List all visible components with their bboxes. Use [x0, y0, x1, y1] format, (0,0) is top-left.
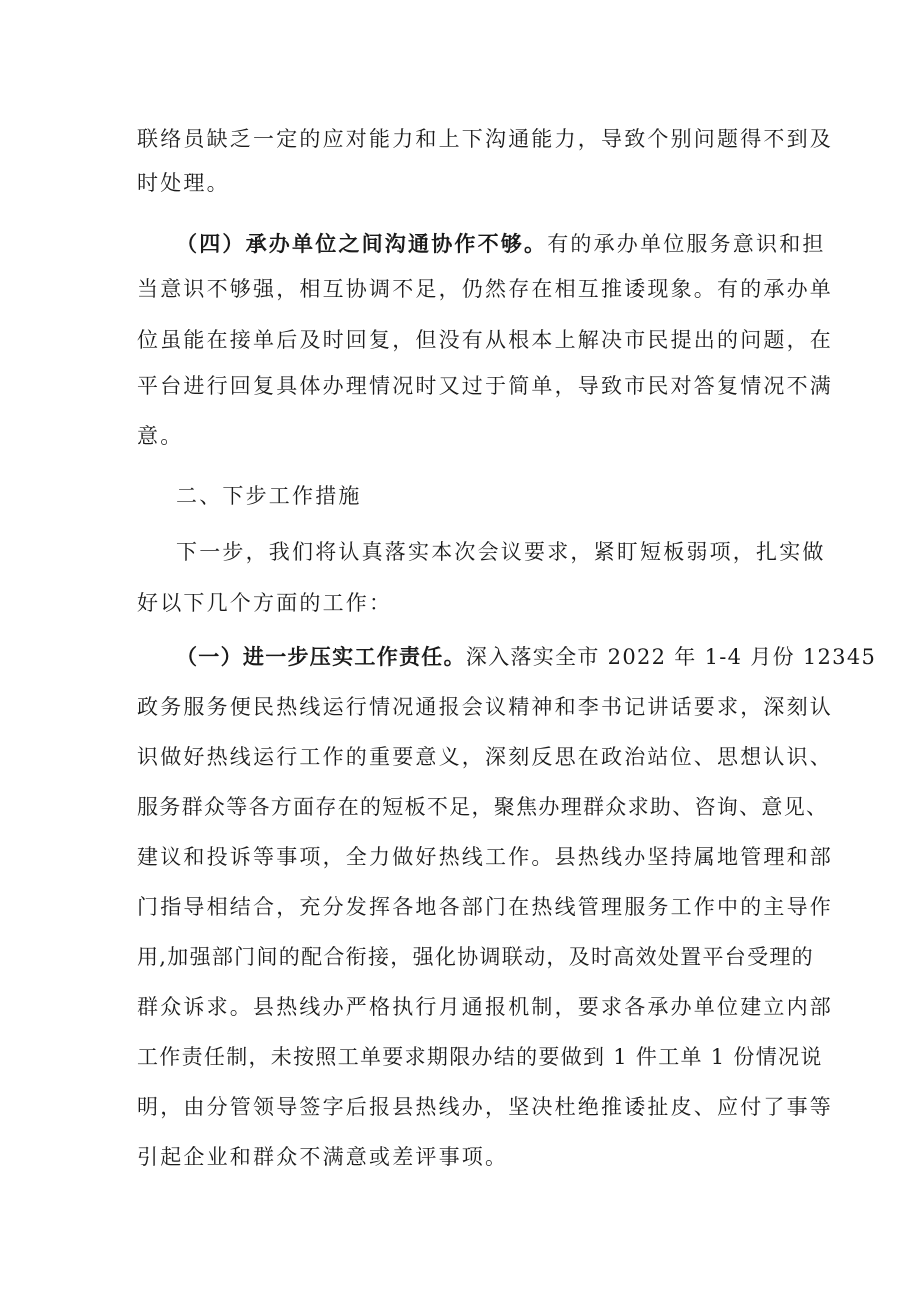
section-title: 二、下步工作措施 [176, 484, 362, 508]
paragraph-first-line [176, 642, 876, 672]
paragraph-text: 深入落实全市 2022 年 1-4 月份 12345 [465, 645, 877, 669]
paragraph-line: 工作责任制，未按照工单要求期限办结的要做到 1 件工单 1 份情况说 [137, 1045, 823, 1069]
paragraph-first-line [176, 229, 826, 259]
subsection-heading: （四）承办单位之间沟通协作不够。 [176, 231, 548, 256]
paragraph-line: 当意识不够强，相互协调不足，仍然存在相互推诿现象。有的承办单 [137, 277, 833, 301]
paragraph-text: 有的承办单位服务意识和担 [547, 232, 826, 256]
paragraph-line: 用,加强部门间的配合衔接，强化协调联动，及时高效处置平台受理的 [137, 945, 814, 969]
paragraph-line: 引起企业和群众不满意或差评事项。 [137, 1145, 509, 1169]
paragraph-line: 联络员缺乏一定的应对能力和上下沟通能力，导致个别问题得不到及 [137, 127, 833, 151]
paragraph-line: 意。 [137, 424, 184, 448]
paragraph-line: 平台进行回复具体办理情况时又过于简单，导致市民对答复情况不满 [137, 374, 833, 398]
paragraph-line: 下一步，我们将认真落实本次会议要求，紧盯短板弱项，扎实做 [176, 540, 826, 564]
paragraph-line: 好以下几个方面的工作： [137, 591, 393, 615]
paragraph-line: 明，由分管领导签字后报县热线办，坚决杜绝推诿扯皮、应付了事等 [137, 1095, 833, 1119]
paragraph-line: 识做好热线运行工作的重要意义，深刻反思在政治站位、思想认识、 [137, 745, 833, 769]
paragraph-line: 服务群众等各方面存在的短板不足，聚焦办理群众求助、咨询、意见、 [137, 795, 829, 819]
paragraph-line: 政务服务便民热线运行情况通报会议精神和李书记讲话要求，深刻认 [137, 695, 833, 719]
paragraph-line: 建议和投诉等事项，全力做好热线工作。县热线办坚持属地管理和部 [137, 845, 833, 869]
subsection-heading: （一）进一步压实工作责任。 [176, 644, 466, 669]
paragraph-line: 位虽能在接单后及时回复，但没有从根本上解决市民提出的问题，在 [137, 328, 833, 352]
paragraph-line: 门指导相结合，充分发挥各地各部门在热线管理服务工作中的主导作 [137, 895, 833, 919]
paragraph-line: 时处理。 [137, 171, 230, 195]
paragraph-line: 群众诉求。县热线办严格执行月通报机制，要求各承办单位建立内部 [137, 995, 833, 1019]
